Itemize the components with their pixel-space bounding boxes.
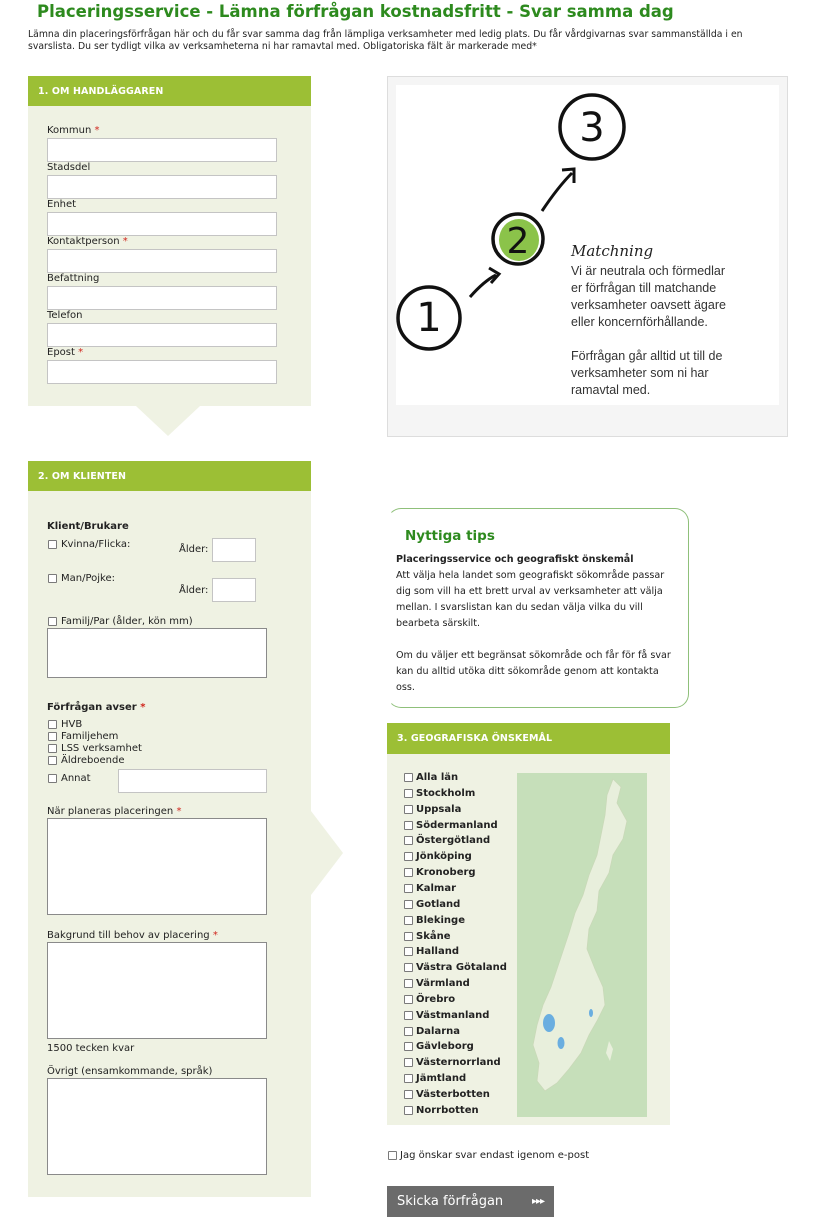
region-checkbox[interactable] <box>404 852 413 861</box>
region-label: Skåne <box>416 930 451 942</box>
submit-button[interactable] <box>387 1186 554 1217</box>
svg-text:Vi är neutrala och förmedlar <box>571 264 729 397</box>
female-age-input[interactable] <box>212 538 256 562</box>
matchning-line: er förfrågan till matchande <box>571 281 717 295</box>
matchning-line: Vi är neutrala och förmedlar <box>571 264 726 278</box>
field-label-text: Befattning <box>47 273 100 284</box>
region-label: Kalmar <box>416 882 457 894</box>
section3-heading: 3. GEOGRAFISKA ÖNSKEMÅL <box>387 723 670 754</box>
region-label: Blekinge <box>416 914 465 926</box>
matchning-line: verksamheter som ni har <box>571 366 709 380</box>
when-label-text: När planeras placeringen <box>47 806 174 817</box>
tips-line: dig som vill ha ett brett urval av verksamheter att välja <box>396 586 663 597</box>
region-label: Gotland <box>416 898 461 910</box>
required-mark: * <box>78 347 84 358</box>
field-label <box>47 273 99 284</box>
region-checkbox[interactable] <box>404 868 413 877</box>
matchning-line: verksamheter oavsett ägare <box>571 298 726 312</box>
region-checkbox[interactable] <box>404 789 413 798</box>
background-textarea[interactable] <box>47 942 267 1039</box>
field-input[interactable] <box>47 175 277 199</box>
misc-label: Övrigt (ensamkommande, språk) <box>47 1066 213 1077</box>
page-title: Placeringsservice - Lämna förfrågan kostnadsfritt - Svar samma dag <box>37 2 674 21</box>
region-checkbox[interactable] <box>404 1042 413 1051</box>
region-checkbox[interactable] <box>404 884 413 893</box>
region-label: Södermanland <box>416 819 498 831</box>
map-graphic <box>517 773 647 1117</box>
lss-label: LSS verksamhet <box>61 743 142 754</box>
region-checkbox[interactable] <box>404 1058 413 1067</box>
step1-number: 1 <box>416 295 442 341</box>
when-required-mark: * <box>176 806 182 817</box>
annat-checkbox[interactable] <box>48 774 57 783</box>
email-only-checkbox[interactable] <box>388 1151 397 1160</box>
tips-line: kan du alltid utöka ditt sökområde genom att kontakta <box>396 666 659 677</box>
region-checkbox[interactable] <box>404 995 413 1004</box>
female-checkbox[interactable] <box>48 540 57 549</box>
tips-subtitle: Placeringsservice och geografiskt önskemål <box>396 554 634 565</box>
when-textarea[interactable] <box>47 818 267 915</box>
field-label <box>47 310 82 321</box>
section1-pointer <box>136 406 200 436</box>
region-checkbox[interactable] <box>404 821 413 830</box>
region-label: Halland <box>416 946 459 958</box>
tips-line: Om du väljer ett begränsat sökområde och får för få svar <box>396 650 671 661</box>
step3-number: 3 <box>579 105 605 151</box>
field-input[interactable] <box>47 360 277 384</box>
aldreboende-label: Äldreboende <box>61 755 125 766</box>
region-label: Västerbotten <box>416 1089 490 1100</box>
region-checkbox[interactable] <box>404 916 413 925</box>
region-label: Östergötland <box>416 835 491 847</box>
female-age-label: Ålder: <box>179 544 209 555</box>
region-label: Västernorrland <box>416 1057 501 1069</box>
region-label: Västra Götaland <box>416 962 507 974</box>
field-label <box>47 236 128 247</box>
region-label: Värmland <box>416 978 470 990</box>
field-input[interactable] <box>47 249 277 273</box>
tips-line: oss. <box>396 682 415 693</box>
region-checkbox[interactable] <box>404 1106 413 1115</box>
field-input[interactable] <box>47 323 277 347</box>
step2-number: 2 <box>506 221 530 262</box>
submit-label: Skicka förfrågan <box>397 1194 504 1209</box>
region-label: Örebro <box>416 993 456 1005</box>
intro-text: Lämna din placeringsförfrågan här och du får svar samma dag från lämpliga verksamheter med ledig plats. Du får vårdgivarnas svar sammanställda i en svarslista. Du ser tydligt vilka av verksamheterna ni har ramavtal med. Obligatoriska fält är markerade med* <box>28 29 743 52</box>
male-checkbox[interactable] <box>48 574 57 583</box>
field-label <box>47 347 83 358</box>
region-checkbox[interactable] <box>404 1090 413 1099</box>
region-label: Alla län <box>416 772 459 783</box>
familjehem-label: Familjehem <box>61 731 119 742</box>
when-label <box>47 806 181 817</box>
field-label <box>47 125 100 136</box>
region-checkbox[interactable] <box>404 836 413 845</box>
tips-line: Att välja hela landet som geografiskt sökområde passar <box>396 570 665 581</box>
tips-title: Nyttiga tips <box>405 528 495 544</box>
field-label-text: Kontaktperson <box>47 236 120 247</box>
family-checkbox[interactable] <box>48 617 57 626</box>
region-checkbox[interactable] <box>404 947 413 956</box>
required-mark: * <box>94 125 100 136</box>
region-label: Uppsala <box>416 803 462 815</box>
region-label: Jämtland <box>416 1073 467 1085</box>
matchning-line: eller koncernförhållande. <box>571 315 708 329</box>
tips-line: mellan. I svarslistan kan du sedan välja vilka du vill <box>396 602 643 613</box>
male-age-input[interactable] <box>212 578 256 602</box>
submit-arrows-icon: ▸▸▸ <box>531 1196 544 1207</box>
section1-heading: 1. OM HANDLÄGGAREN <box>28 76 311 106</box>
field-label-text: Epost <box>47 347 75 358</box>
matchning-heading: Matchning <box>571 242 654 260</box>
female-label: Kvinna/Flicka: <box>61 539 131 550</box>
request-label-text: Förfrågan avser <box>47 702 137 713</box>
family-label: Familj/Par (ålder, kön mm) <box>61 616 193 627</box>
sweden-map <box>517 773 647 1117</box>
region-label: Dalarna <box>416 1025 461 1037</box>
matchning-line: ramavtal med. <box>571 383 651 397</box>
region-checkbox[interactable] <box>404 1027 413 1036</box>
familjehem-checkbox[interactable] <box>48 732 57 741</box>
section2-pointer <box>311 811 343 895</box>
request-label <box>47 702 145 713</box>
section2-heading: 2. OM KLIENTEN <box>28 461 311 491</box>
region-checkbox[interactable] <box>404 963 413 972</box>
field-label-text: Kommun <box>47 125 92 136</box>
request-required-mark: * <box>140 702 146 713</box>
field-input[interactable] <box>47 286 277 310</box>
tips-paragraph-2 <box>396 648 671 696</box>
region-checkbox[interactable] <box>404 773 413 782</box>
field-label-text: Telefon <box>47 310 83 321</box>
male-label: Man/Pojke: <box>61 573 115 584</box>
tips-line: bearbeta särskilt. <box>396 618 481 629</box>
field-input[interactable] <box>47 138 277 162</box>
background-required-mark: * <box>212 930 218 941</box>
annat-label: Annat <box>61 773 91 784</box>
region-checkbox[interactable] <box>404 1074 413 1083</box>
background-label-text: Bakgrund till behov av placering <box>47 930 210 941</box>
male-age-label: Ålder: <box>179 585 209 596</box>
region-label: Gävleborg <box>416 1041 474 1053</box>
field-input[interactable] <box>47 212 277 236</box>
region-checkbox[interactable] <box>404 932 413 941</box>
chars-left: 1500 tecken kvar <box>47 1043 135 1054</box>
hvb-checkbox[interactable] <box>48 720 57 729</box>
region-checkbox[interactable] <box>404 900 413 909</box>
region-checkbox[interactable] <box>404 805 413 814</box>
lss-checkbox[interactable] <box>48 744 57 753</box>
family-textarea[interactable] <box>47 628 267 678</box>
region-label: Västmanland <box>416 1009 490 1021</box>
field-label-text: Enhet <box>47 199 77 210</box>
region-checkbox[interactable] <box>404 1011 413 1020</box>
hvb-label: HVB <box>61 719 83 730</box>
required-mark: * <box>122 236 128 247</box>
matchning-illustration <box>396 85 779 405</box>
region-label: Kronoberg <box>416 867 476 879</box>
tips-paragraph-1 <box>396 568 664 632</box>
region-label: Norrbotten <box>416 1104 479 1116</box>
region-label: Jönköping <box>416 851 472 863</box>
field-label <box>47 162 90 173</box>
region-checkbox[interactable] <box>404 979 413 988</box>
misc-textarea[interactable] <box>47 1078 267 1175</box>
background-label <box>47 930 218 941</box>
email-only-label: Jag önskar svar endast igenom e-post <box>400 1150 590 1161</box>
client-label: Klient/Brukare <box>47 521 129 532</box>
field-label <box>47 199 76 210</box>
matchning-line: Förfrågan går alltid ut till de <box>571 349 723 363</box>
region-label: Stockholm <box>416 787 476 799</box>
aldreboende-checkbox[interactable] <box>48 756 57 765</box>
field-label-text: Stadsdel <box>47 162 91 173</box>
annat-input[interactable] <box>118 769 267 793</box>
steps-graphic <box>396 85 779 405</box>
